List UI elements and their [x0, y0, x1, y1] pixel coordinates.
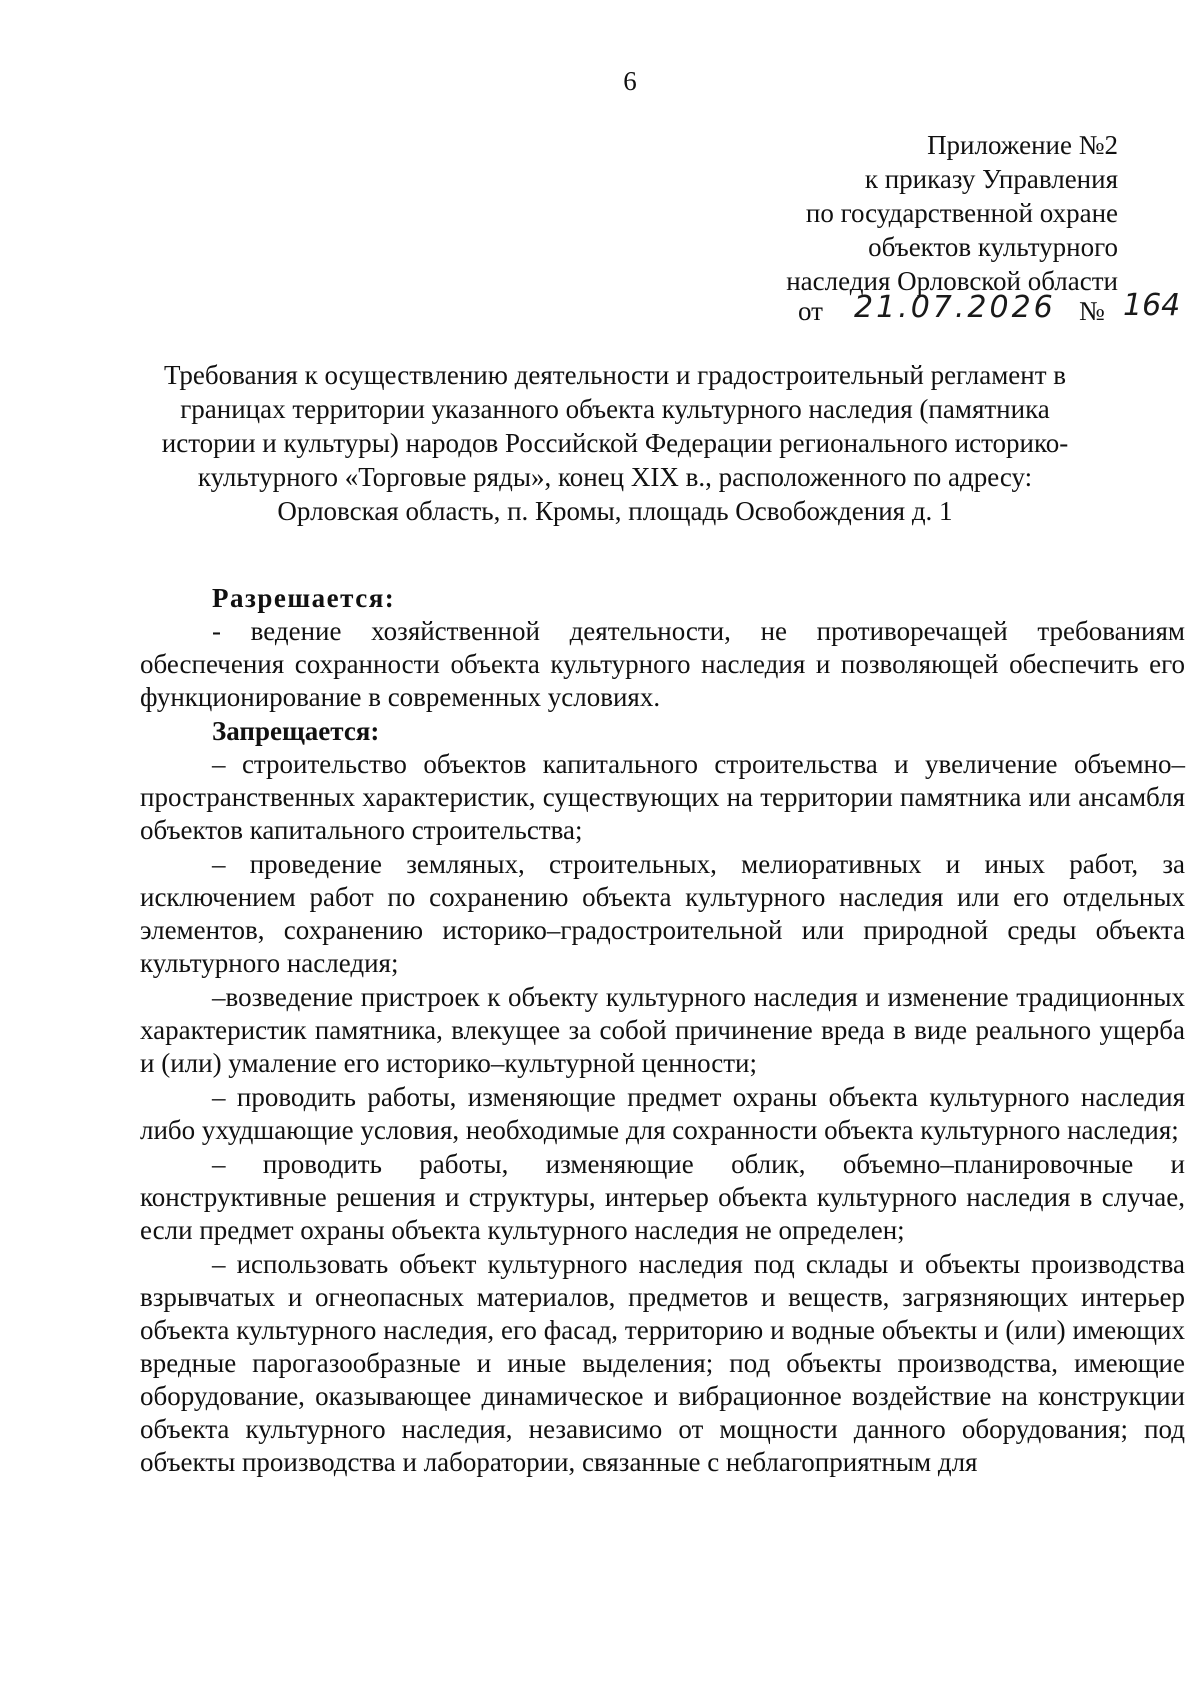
prohibited-item: – проводить работы, изменяющие облик, объемно–планировочные и конструктивные решения и структуры, интерьер объекта культурного наследия в случае, если предмет охраны объекта культурного наследия не определен; — [140, 1149, 1185, 1245]
title-line: Орловская область, п. Кромы, площадь Освобождения д. 1 — [277, 496, 953, 526]
number-label: № — [1079, 296, 1105, 326]
from-label: от — [798, 296, 823, 326]
allowed-heading: Разрешается: — [212, 583, 396, 613]
document-title — [140, 358, 1090, 528]
title-line: истории и культуры) народов Российской Федерации регионального историко- — [161, 428, 1069, 458]
prohibited-item: – использовать объект культурного наследия под склады и объекты производства взрывчатых и огнеопасных материалов, предметов и веществ, загрязняющих интерьер объекта культурного наследия, его фасад, территорию и водные объекты и (или) имеющих вредные парогазообразные и иные выделения; под объекты производства, имеющие оборудование, оказывающее динамическое и вибрационное воздействие на конструкции объекта культурного наследия, независимо от мощности данного оборудования; под объекты производства и лаборатории, связанные с неблагоприятным для — [140, 1249, 1185, 1477]
document-body — [140, 582, 1185, 1480]
order-date-number — [798, 288, 1181, 336]
appendix-line: наследия Орловской области — [786, 266, 1118, 296]
handwritten-number: 164 — [1123, 288, 1181, 323]
allowed-item: - ведение хозяйственной деятельности, не противоречащей требованиям обеспечения сохранности объекта культурного наследия и позволяющей обеспечить его функционирование в современных условиях. — [140, 616, 1185, 712]
appendix-line: к приказу Управления — [864, 164, 1118, 194]
prohibited-heading: Запрещается: — [212, 716, 380, 746]
handwritten-date: 21.07.2026 — [854, 290, 1056, 325]
prohibited-item: – строительство объектов капитального строительства и увеличение объемно–пространственных характеристик, существующих на территории памятника или ансамбля объектов капитального строительства; — [140, 749, 1185, 845]
title-line: культурного «Торговые ряды», конец XIX в., расположенного по адресу: — [197, 462, 1033, 492]
prohibited-item: – проведение земляных, строительных, мелиоративных и иных работ, за исключением работ по сохранению объекта культурного наследия или его отдельных элементов, сохранению историко–градостроительной или природной среды объекта культурного наследия; — [140, 849, 1185, 978]
title-line: границах территории указанного объекта культурного наследия (памятника — [180, 394, 1050, 424]
page-number: 6 — [623, 66, 637, 96]
appendix-line: Приложение №2 — [927, 130, 1118, 160]
prohibited-item: – проводить работы, изменяющие предмет охраны объекта культурного наследия либо ухудшающие условия, необходимые для сохранности объекта культурного наследия; — [140, 1082, 1185, 1145]
appendix-line: по государственной охране — [805, 198, 1118, 228]
appendix-line: объектов культурного — [868, 232, 1118, 262]
prohibited-item: –возведение пристроек к объекту культурного наследия и изменение традиционных характеристик памятника, влекущее за собой причинение вреда в виде реального ущерба и (или) умаление его историко–культурной ценности; — [140, 982, 1185, 1078]
title-line: Требования к осуществлению деятельности и градостроительный регламент в — [163, 360, 1067, 390]
appendix-block — [786, 128, 1118, 298]
